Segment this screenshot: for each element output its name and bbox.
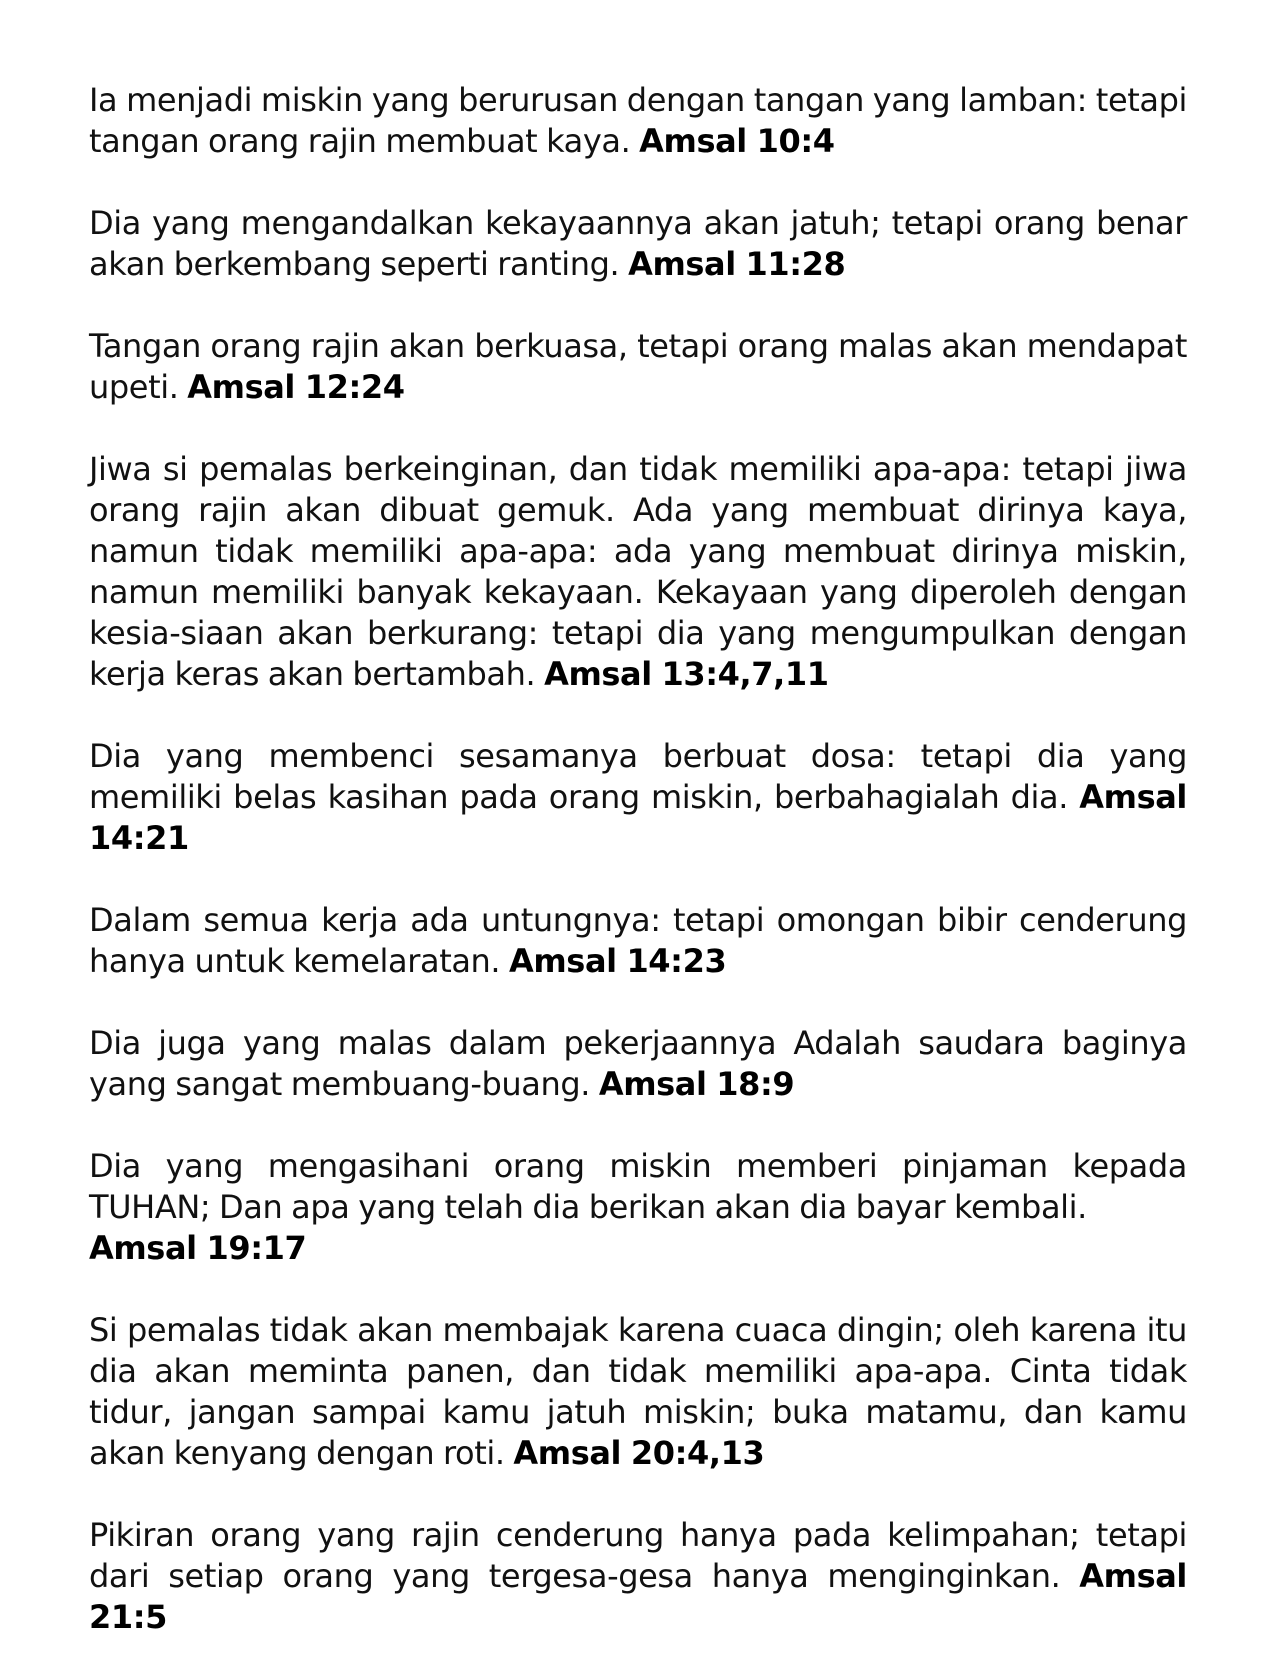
verse-reference: Amsal 21:5 <box>89 1557 1187 1636</box>
verse-reference: Amsal 19:17 <box>89 1229 307 1267</box>
verse-reference: Amsal 10:4 <box>639 122 835 160</box>
verse-text: Tangan orang rajin akan berkuasa, tetapi orang malas akan mendapat upeti. <box>89 327 1187 406</box>
verse-reference: Amsal 13:4,7,11 <box>544 655 829 693</box>
verse-reference: Amsal 12:24 <box>187 368 405 406</box>
verse-amsal-10-4 <box>89 80 1187 162</box>
verse-amsal-14-23 <box>89 900 1187 982</box>
verse-amsal-19-17 <box>89 1146 1187 1269</box>
verse-text: Dia yang mengandalkan kekayaannya akan jatuh; tetapi orang benar akan berkembang seperti ranting. <box>89 204 1187 283</box>
verse-reference: Amsal 20:4,13 <box>513 1434 765 1472</box>
verse-amsal-20-4-13 <box>89 1310 1187 1474</box>
verse-amsal-12-24 <box>89 326 1187 408</box>
verse-reference: Amsal 14:21 <box>89 778 1187 857</box>
verse-reference: Amsal 18:9 <box>598 1065 795 1103</box>
verse-amsal-14-21 <box>89 736 1187 859</box>
verse-text: Dia yang membenci sesamanya berbuat dosa: tetapi dia yang memiliki belas kasihan pada orang miskin, berbahagialah dia. <box>89 737 1187 816</box>
verse-reference: Amsal 14:23 <box>508 942 727 980</box>
verse-text: Si pemalas tidak akan membajak karena cuaca dingin; oleh karena itu dia akan meminta panen, dan tidak memiliki apa-apa. Cinta tidak tidur, jangan sampai kamu jatuh miskin; buka matamu, dan kamu akan kenyang dengan roti. <box>89 1311 1187 1472</box>
verse-text: Dia juga yang malas dalam pekerjaannya Adalah saudara baginya yang sangat membuang-buang. <box>89 1024 1187 1103</box>
verse-amsal-18-9 <box>89 1023 1187 1105</box>
verse-amsal-21-5 <box>89 1515 1187 1638</box>
verse-text: Jiwa si pemalas berkeinginan, dan tidak memiliki apa-apa: tetapi jiwa orang rajin akan dibuat gemuk. Ada yang membuat dirinya kaya, namun tidak memiliki apa-apa: ada yang membuat dirinya miskin, namun memiliki banyak kekayaan. Kekayaan yang diperoleh dengan kesia-siaan akan berkurang: tetapi dia yang mengumpulkan dengan kerja keras akan bertambah. <box>89 450 1187 693</box>
verse-amsal-11-28 <box>89 203 1187 285</box>
verse-reference: Amsal 11:28 <box>628 245 846 283</box>
verse-text: Pikiran orang yang rajin cenderung hanya pada kelimpahan; tetapi dari setiap orang yang tergesa-gesa hanya menginginkan. <box>89 1516 1187 1595</box>
verse-text: Ia menjadi miskin yang berurusan dengan tangan yang lamban: tetapi tangan orang rajin membuat kaya. <box>89 81 1187 160</box>
verse-amsal-13-4-7-11 <box>89 449 1187 695</box>
verse-list <box>89 80 1187 1679</box>
verse-text: Dia yang mengasihani orang miskin memberi pinjaman kepada TUHAN; Dan apa yang telah dia berikan akan dia bayar kembali. <box>89 1147 1187 1226</box>
verse-text: Dalam semua kerja ada untungnya: tetapi omongan bibir cenderung hanya untuk kemelaratan. <box>89 901 1187 980</box>
